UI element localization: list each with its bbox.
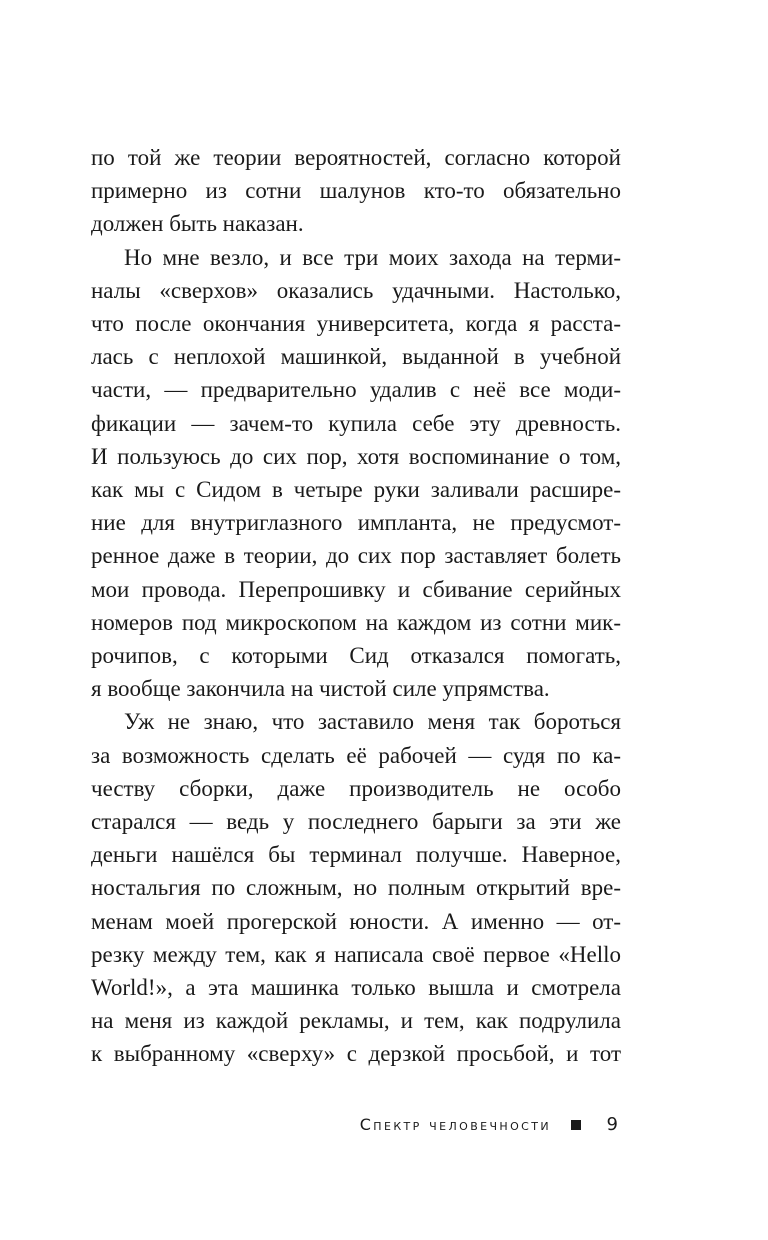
text-line: лась с неплохой машинкой, выданной в учебной	[91, 344, 621, 370]
running-title: Спектр человечности	[359, 1115, 551, 1134]
text-line: что после окончания университета, когда я расста-	[91, 311, 621, 337]
text-line: деньги нашёлся бы терминал получше. Наверное,	[91, 842, 621, 868]
text-line: части, — предварительно удалив с неё все моди-	[91, 377, 621, 403]
text-line: ренное даже в теории, до сих пор заставляет болеть	[91, 543, 621, 569]
text-line: к выбранному «сверху» с дерзкой просьбой, и тот	[91, 1041, 621, 1067]
page-footer	[91, 1112, 621, 1138]
text-line: Но мне везло, и все три моих захода на терми-	[124, 244, 621, 270]
text-line: за возможность сделать её рабочей — судя по ка-	[91, 742, 621, 768]
text-line: ностальгия по сложным, но полным открытий вре-	[91, 875, 621, 901]
text-line: налы «сверхов» оказались удачными. Настолько,	[91, 277, 621, 303]
text-line: Уж не знаю, что заставило меня так бороться	[124, 709, 621, 735]
text-line: примерно из сотни шалунов кто-то обязательно	[91, 178, 621, 204]
text-line: я вообще закончила на чистой силе упрямства.	[91, 676, 550, 702]
paragraph	[91, 705, 621, 1070]
text-line: И пользуюсь до сих пор, хотя воспоминание о том,	[91, 443, 621, 469]
text-line: менам моей прогерской юности. А именно — от-	[91, 908, 621, 934]
paragraph	[91, 241, 621, 706]
text-line: по той же теории вероятностей, согласно которой	[91, 145, 621, 170]
page-number: 9	[606, 1114, 618, 1135]
text-line: резку между тем, как я написала своё первое «Hello	[91, 941, 621, 967]
text-line: на меня из каждой рекламы, и тем, как подрулила	[91, 1008, 621, 1034]
text-line: честву сборки, даже производитель не особо	[91, 775, 621, 801]
text-line: фикации — зачем-то купила себе эту древность.	[91, 410, 621, 436]
separator-square-icon	[571, 1120, 581, 1130]
text-line: номеров под микроскопом на каждом из сотни мик-	[91, 609, 621, 635]
paragraph	[91, 141, 621, 241]
text-line: ние для внутриглазного импланта, не предусмот-	[91, 510, 621, 536]
text-line: должен быть наказан.	[91, 211, 304, 237]
text-line: World!», а эта машинка только вышла и смотрела	[91, 975, 621, 1001]
body-text	[91, 141, 621, 1071]
text-line: старался — ведь у последнего барыги за эти же	[91, 809, 621, 835]
text-line: мои провода. Перепрошивку и сбивание серийных	[91, 576, 621, 602]
text-line: рочипов, с которыми Сид отказался помогать,	[91, 643, 621, 669]
text-line: как мы с Сидом в четыре руки заливали расшире-	[91, 477, 621, 503]
